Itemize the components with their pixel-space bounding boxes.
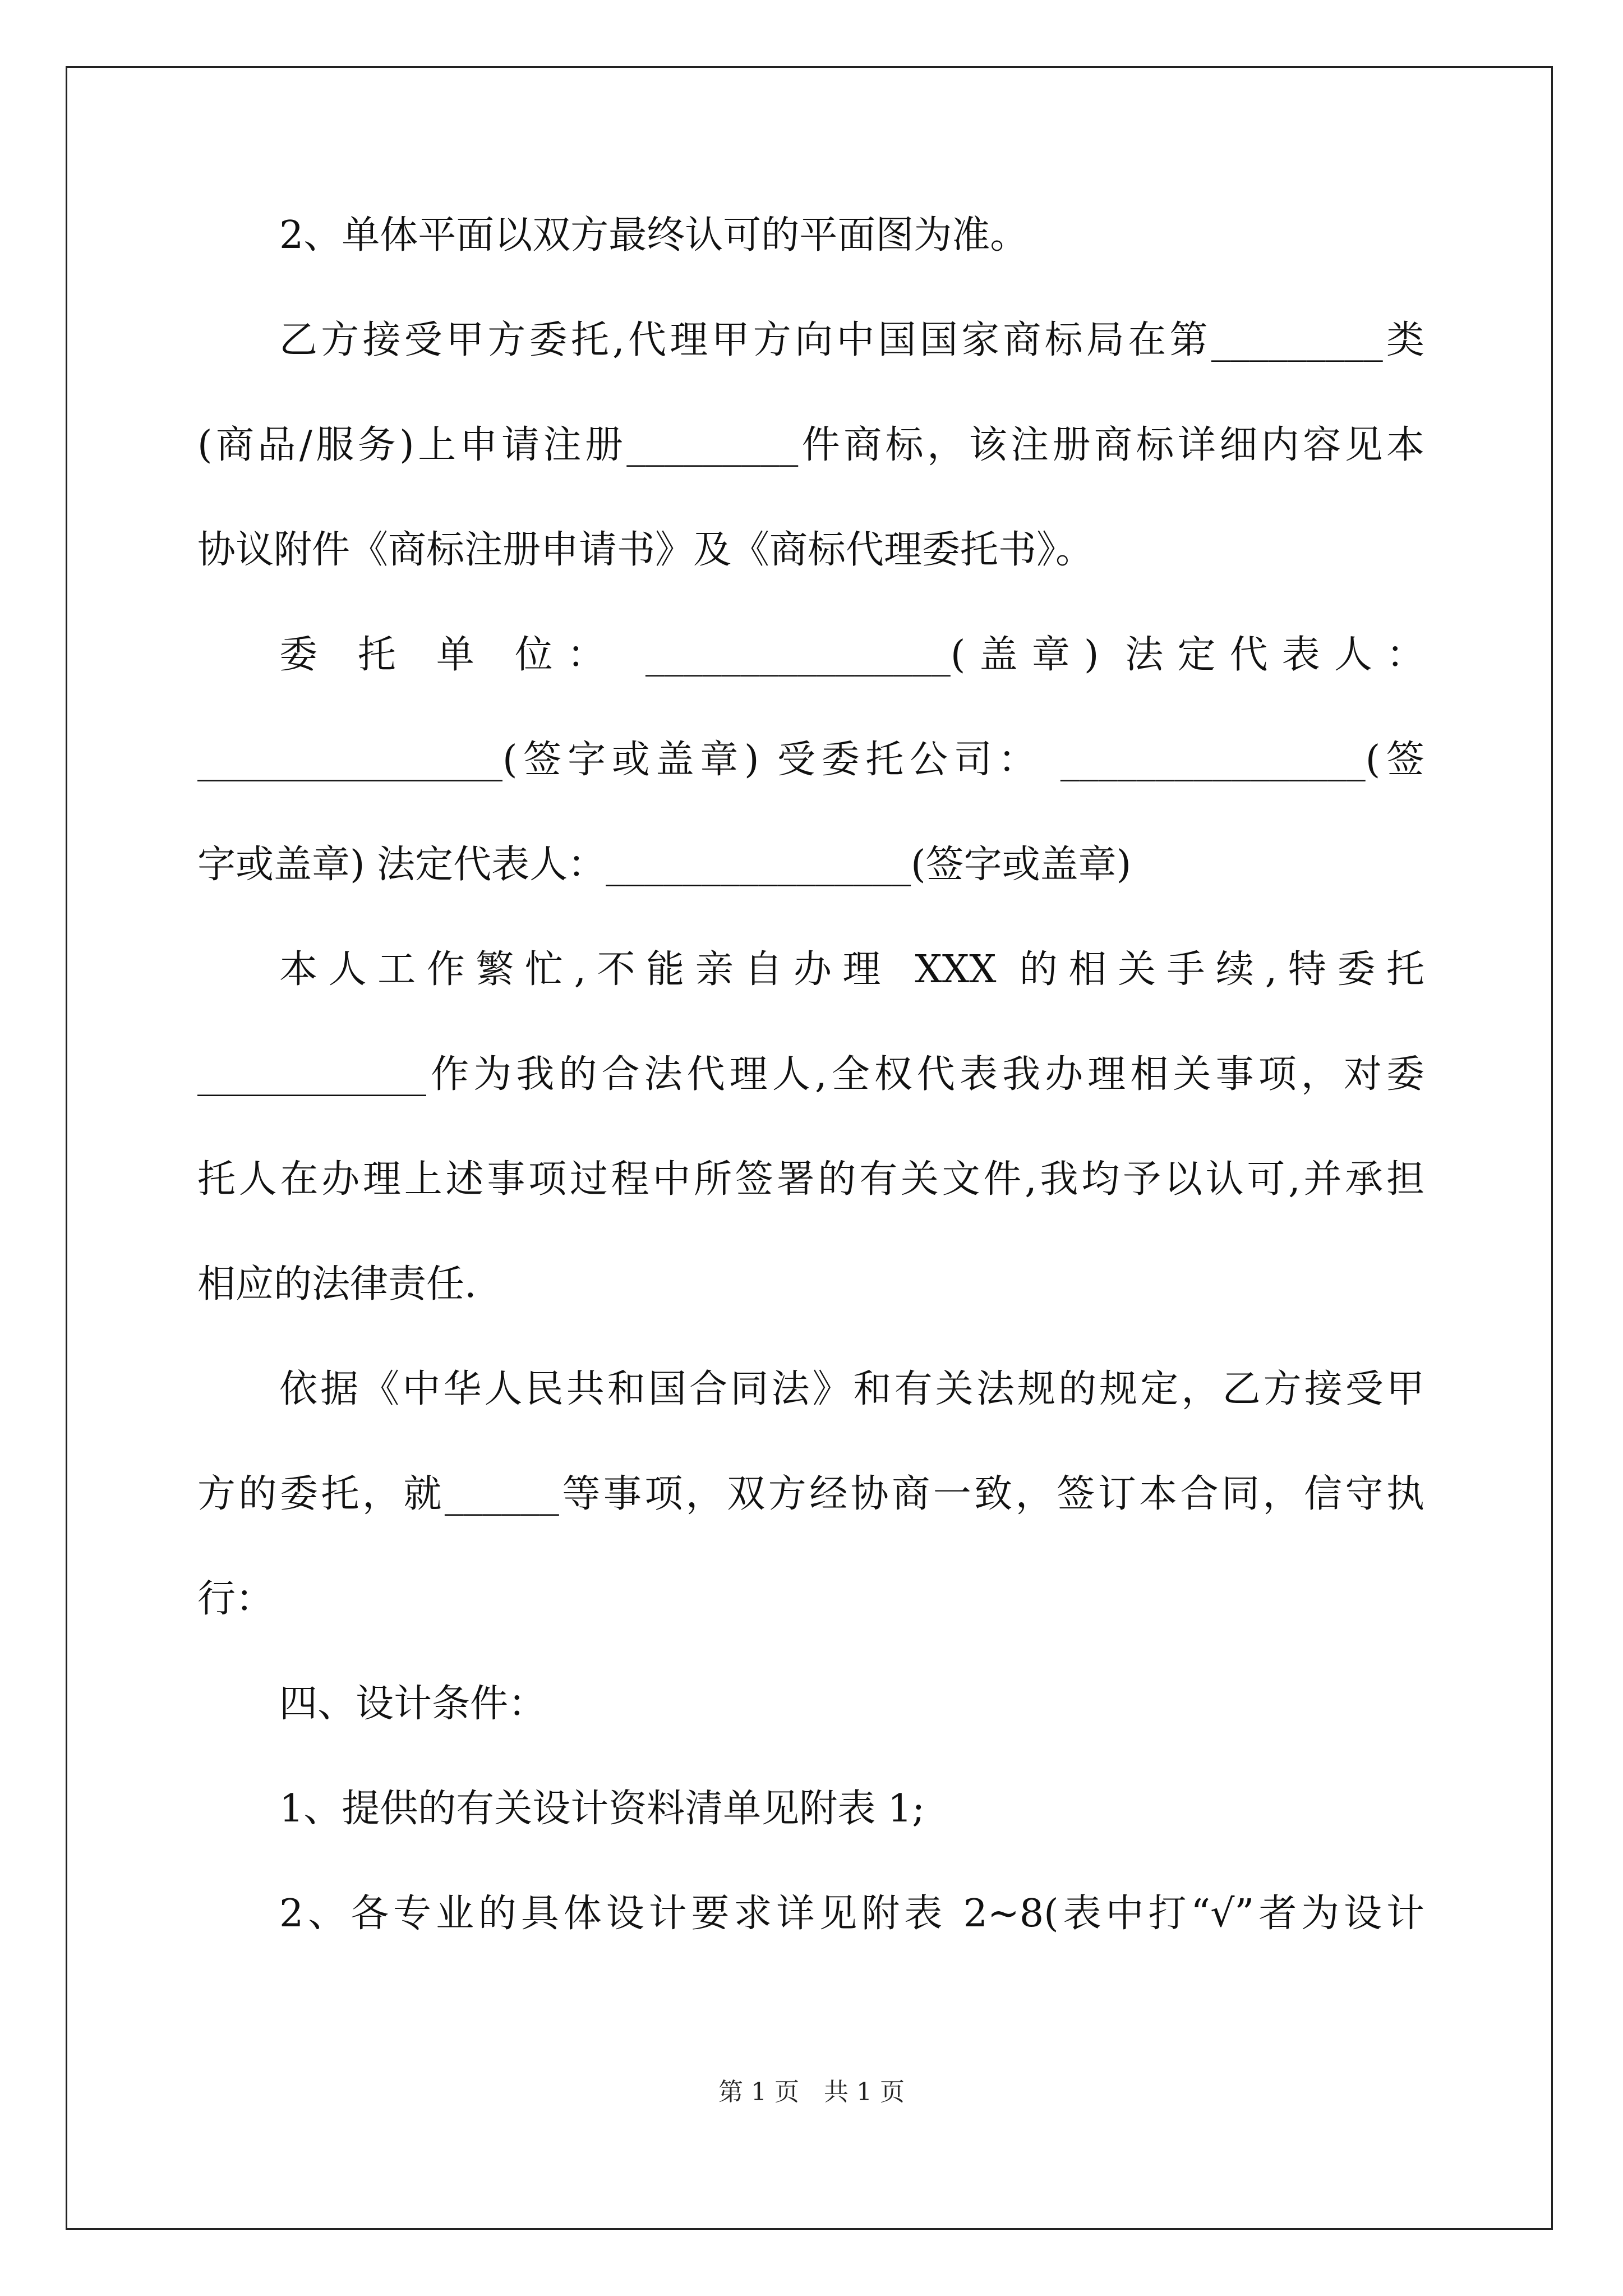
paragraph-line: 依据《中华人民共和国合同法》和有关法规的规定，乙方接受甲 [279,1367,1424,1411]
paragraph-line: ____________作为我的合法代理人,全权代表我办理相关事项，对委 [197,1052,1424,1097]
paragraph-line: 2、单体平面以双方最终认可的平面图为准。 [279,213,1029,257]
page-footer: 第 1 页 共 1 页 [718,2078,905,2106]
section-heading: 四、设计条件： [279,1682,547,1726]
paragraph-line: (商品/服务)上申请注册_________件商标，该注册商标详细内容见本 [197,423,1424,467]
paragraph-line: 相应的法律责任. [197,1262,477,1306]
paragraph-line: 方的委托，就______等事项，双方经协商一致，签订本合同，信守执 [197,1472,1424,1516]
paragraph-line: 委 托 单 位： ________________(盖章) 法定代表人： [279,633,1424,677]
paragraph-line: 协议附件《商标注册申请书》及《商标代理委托书》。 [197,528,1094,572]
paragraph-line: 托人在办理上述事项过程中所签署的有关文件,我均予以认可,并承担 [197,1157,1424,1202]
paragraph-line: ________________(签字或盖章) 受委托公司： ________________(签 [197,738,1424,782]
paragraph-line: 字或盖章) 法定代表人：________________(签字或盖章) [197,843,1132,887]
paragraph-line: 乙方接受甲方委托,代理甲方向中国国家商标局在第_________类 [279,318,1424,362]
paragraph-line: 本人工作繁忙,不能亲自办理 XXX 的相关手续,特委托 [279,947,1424,992]
paragraph-line: 2、各专业的具体设计要求详见附表 2~8(表中打“√”者为设计 [279,1892,1424,1936]
paragraph-line: 1、提供的有关设计资料清单见附表 1; [279,1787,925,1831]
paragraph-line: 行： [197,1577,274,1621]
